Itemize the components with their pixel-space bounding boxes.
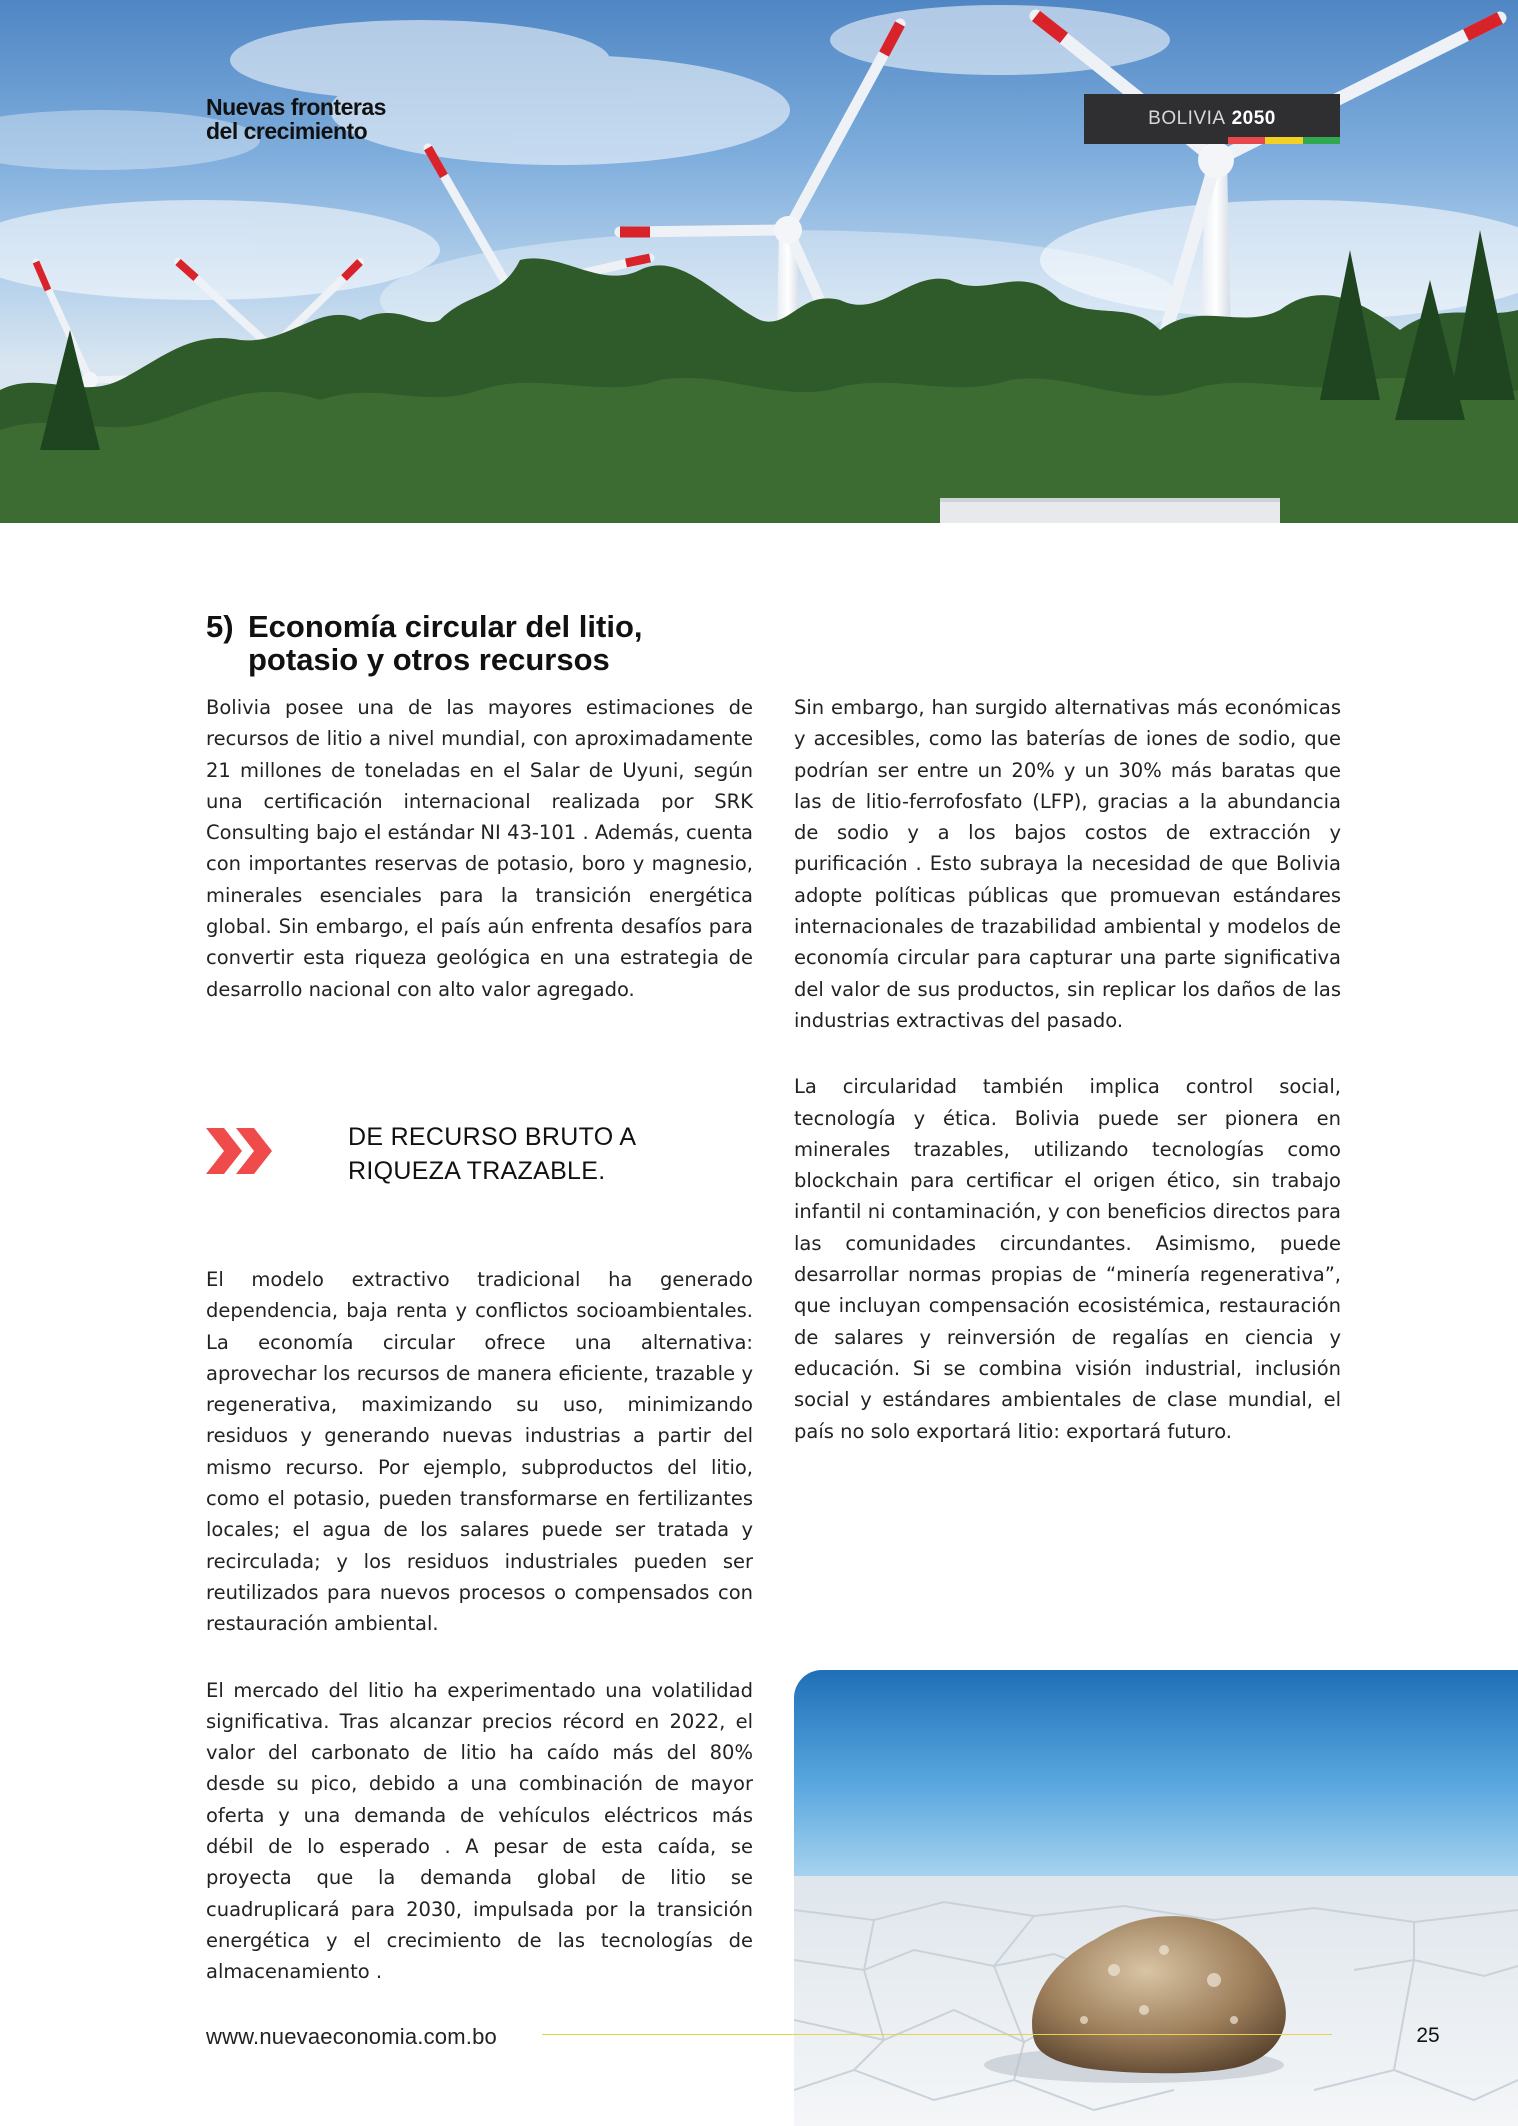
page-number: 25 [1416, 2024, 1440, 2047]
section-heading [206, 610, 726, 676]
body-paragraph: El modelo extractivo tradicional ha generado dependencia, baja renta y conflictos socioambientales. La economía circular ofrece una alternativa: aprovechar los recursos de manera eficiente, trazable y regenerativa, maximizando su uso, minimizando residuos y generando nuevas industrias a partir del mismo recurso. Por ejemplo, subproductos del litio, como el potasio, pueden transformarse en fertilizantes locales; el agua de los salares puede ser tratada y recirculada; y los residuos industriales pueden ser reutilizados para nuevos procesos o compensados con restauración ambiental. [206, 1268, 753, 1636]
footer-url: www.nuevaeconomia.com.bo [206, 2024, 497, 2049]
body-paragraph: Sin embargo, han surgido alternativas más económicas y accesibles, como las baterías de iones de sodio, que podrían ser entre un 20% y un 30% más baratas que las de litio-ferrofosfato (LFP), gracias a la abundancia de sodio y a los bajos costos de extracción y purificación . Esto subraya la necesidad de que Bolivia adopte políticas públicas que promuevan estándares internacionales de trazabilidad ambiental y modelos de economía circular para capturar una parte significativa del valor de sus productos, sin replicar los daños de las industrias extractivas del pasado. [794, 696, 1341, 1032]
callout-text: DE RECURSO BRUTO A RIQUEZA TRAZABLE. [348, 1123, 635, 1185]
right-column [794, 692, 1341, 1482]
flag-stripe-yellow [1265, 137, 1302, 144]
badge-label: BOLIVIA [1148, 108, 1226, 129]
series-title [206, 95, 386, 143]
bolivia-2050-badge [1084, 94, 1340, 144]
footer-divider [542, 2034, 1332, 2035]
flag-stripe-red [1228, 137, 1265, 144]
left-column-top [206, 692, 753, 1040]
flag-stripe-green [1303, 137, 1340, 144]
series-title-line-2: del crecimiento [206, 118, 368, 144]
salt-flat-illustration [794, 1670, 1518, 2126]
double-chevron-right-icon [206, 1128, 276, 1174]
left-column-bottom [206, 1264, 753, 2023]
salt-flat-rock-photo [794, 1670, 1518, 2126]
wind-farm-illustration [0, 0, 1518, 523]
flag-stripes [1228, 137, 1340, 144]
body-paragraph: El mercado del litio ha experimentado una volatilidad significativa. Tras alcanzar precios récord en 2022, el valor del carbonato de litio ha caído más del 80% desde su pico, debido a una combinación de mayor oferta y una demanda de vehículos eléctricos más débil de lo esperado . A pesar de esta caída, se proyecta que la demanda global de litio se cuadruplicará para 2030, impulsada por la transición energética y el crecimiento de las tecnologías de almacenamiento . [206, 1678, 753, 1984]
body-paragraph: Bolivia posee una de las mayores estimaciones de recursos de litio a nivel mundial, con aproximadamente 21 millones de toneladas en el Salar de Uyuni, según una certificación internacional realizada por SRK Consulting bajo el estándar NI 43-101 . Además, cuenta con importantes reservas de potasio, boro y magnesio, minerales esenciales para la transición energética global. Sin embargo, el país aún enfrenta desafíos para convertir esta riqueza geológica en una estrategia de desarrollo nacional con alto valor agregado. [206, 696, 753, 1001]
hero-image-wind-turbines [0, 0, 1518, 523]
section-title: Economía circular del litio, potasio y otros recursos [248, 609, 643, 677]
section-number: 5) [206, 609, 234, 644]
badge-year: 2050 [1231, 108, 1276, 129]
series-title-line-1: Nuevas fronteras [206, 94, 386, 120]
body-paragraph: La circularidad también implica control social, tecnología y ética. Bolivia puede ser pionera en minerales trazables, utilizando tecnologías como blockchain para certificar el origen ético, sin trabajo infantil ni contaminación, y con beneficios directos para las comunidades circundantes. Asimismo, puede desarrollar normas propias de “minería regenerativa”, que incluyan compensación ecosistémica, restauración de salares y reinversión de regalías en ciencia y educación. Si se combina visión industrial, inclusión social y estándares ambientales de clase mundial, el país no solo exportará litio: exportará futuro. [794, 1075, 1341, 1443]
pull-quote-callout [206, 1120, 753, 1190]
